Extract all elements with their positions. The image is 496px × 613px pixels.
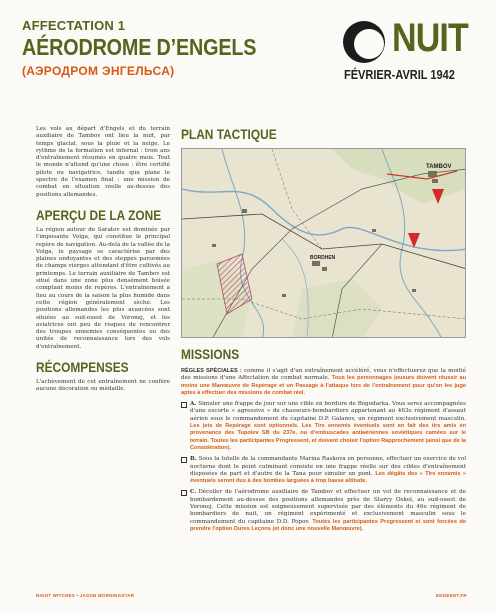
mission-letter: C. bbox=[190, 489, 197, 496]
footer-credit: NIGHT WITCHES • JASON MORNINGSTAR bbox=[36, 593, 135, 598]
mission-warning: Toutes les participantes Progressent et sont forcées de prendre l'option Dures Leçons (et donc une nouvelle Manœuvre). bbox=[190, 518, 466, 532]
map-label-tambov: TAMBOV bbox=[426, 164, 452, 170]
mission-text bbox=[190, 401, 466, 452]
special-rules-text: comme il s'agit d'un entraînement accéléré, vous n'effectuerez que la moitié des missions d'une Affectation de combat normale. bbox=[181, 368, 466, 382]
recompenses-heading: RÉCOMPENSES bbox=[36, 359, 129, 376]
apercu-text: La région autour de Saratov est dominée par l'imposante Volga, qui constitue le principal repère de navigation. Au-delà de la vallée de la Volga, le paysage se caractérise par des plaines ondoyantes et des steppes parsemées de champs vierges attendant d'être cultivés au printemps. Le terrain auxiliaire de Tambov est situé dans une zone plus densément boisée comptant moins de repères. L'entraînement a lieu au cours de la saison la plus humide dans cette région généralement sèche. Les positions allemandes les plus avancées sont situées au sud-ouest de Voronej, et les aviatrices ont peu de risques de rencontrer des troupes ennemies conséquentes ou des unités de reconnaissance lors des vols d'entraînement. bbox=[36, 226, 170, 350]
tactical-map bbox=[181, 148, 466, 338]
mission-warning: Les dégâts des « Tirs ennemis » éventuels seront dus à des bombes larguées à trop basse altitude. bbox=[190, 470, 466, 485]
mission-body: Décoller de l'aérodrome auxiliaire de Tambov et effectuer un vol de reconnaissance et de bombardement au-dessus des positions allemandes près de Staryy Oskol, au sud-ouest de Voronej. Cette mission est soigneusement supervisée par des éléments du 46e régiment de bombardiers de nuit, un régiment expérimenté et exclusivement masculin sous le commandement du capitaine D.D. Popov. bbox=[190, 489, 466, 525]
intro-text: Les vols au départ d'Engels et du terrain auxiliaire de Tambov ont lieu la nuit, par temps glacial, sous la pluie et la neige. Le rythme de la formation est infernal : trois ans d'entraînement résumés en quatre mois. Tout le monde n'attend qu'une chose : être certifié pilote ou navigatrice, tandis que plane le spectre de l'examen final : une mission de combat en situation réelle au-dessus des positions allemandes. bbox=[36, 126, 170, 198]
page-header bbox=[0, 0, 496, 92]
footer-site: EDGEENT.FR bbox=[436, 593, 467, 598]
crescent-moon-icon bbox=[342, 20, 386, 64]
special-rules-warning: Tous les personnages joueurs doivent réussir au moins une Manœuvre de Repérage et un Passage à l'attaque lors de l'entraînement pour qu'on les juge aptes à effectuer des missions de combat réel. bbox=[181, 375, 466, 396]
missions-heading: MISSIONS bbox=[181, 346, 240, 362]
page-subtitle: (АЭРОДРОМ ЭНГЕЛЬСА) bbox=[22, 64, 175, 78]
mission-item bbox=[181, 456, 466, 485]
mission-body: Sous la tutelle de la commandante Marina Raskova en personne, effectuer un exercice de vol nocturne dont le point culminant consiste en une frappe réelle sur des cibles d'entraînement disposées de part et d'autre de la Tana pour simuler un pont. bbox=[190, 456, 466, 477]
apercu-heading: APERÇU DE LA ZONE bbox=[36, 206, 162, 223]
mission-text bbox=[190, 456, 466, 485]
time-of-day: NUIT bbox=[392, 16, 468, 60]
mission-letter: A. bbox=[190, 401, 197, 408]
map-label-bordhen: BORDHEN bbox=[310, 255, 336, 261]
mission-warning: Les jets de Repérage sont optionnels. Les Tirs ennemis éventuels sont en fait des tirs amis en provenance des Tupolev SB du 237e, ou d'embuscades antiaériennes soviétiques camées sur le terrain. Toutes les participantes Progressent, et doivent choisir l'option Rapprochement (ainsi que de la Considération). bbox=[190, 423, 466, 451]
plan-heading: PLAN TACTIQUE bbox=[181, 126, 277, 142]
period-label: FÉVRIER-AVRIL 1942 bbox=[344, 68, 455, 82]
special-rules-lead: RÈGLES SPÉCIALES : bbox=[181, 368, 242, 374]
mission-text bbox=[190, 489, 466, 533]
left-column bbox=[36, 126, 170, 394]
mission-checkbox[interactable] bbox=[181, 457, 187, 463]
page-title: AÉRODROME D’ENGELS bbox=[22, 34, 257, 60]
mission-body: Simuler une frappe de jour sur une cible en bordure de Bogodarka. Vous serez accompagnées d'une escorte « agressive » de chasseurs-bombardiers appartenant au 463e régiment d'assaut aérien sous le commandement du capitaine D.P. Galanov, un régiment exclusivement masculin. bbox=[190, 401, 466, 422]
mission-checkbox[interactable] bbox=[181, 490, 187, 496]
recompenses-text: L'achèvement de cet entraînement ne confère aucune décoration ou médaille. bbox=[36, 379, 170, 393]
mission-item bbox=[181, 489, 466, 533]
assignment-label: AFFECTATION 1 bbox=[22, 18, 126, 33]
mission-letter: B. bbox=[190, 456, 197, 463]
mission-checkbox[interactable] bbox=[181, 402, 187, 408]
missions-section bbox=[181, 368, 466, 533]
mission-item bbox=[181, 401, 466, 452]
special-rules bbox=[181, 368, 466, 397]
